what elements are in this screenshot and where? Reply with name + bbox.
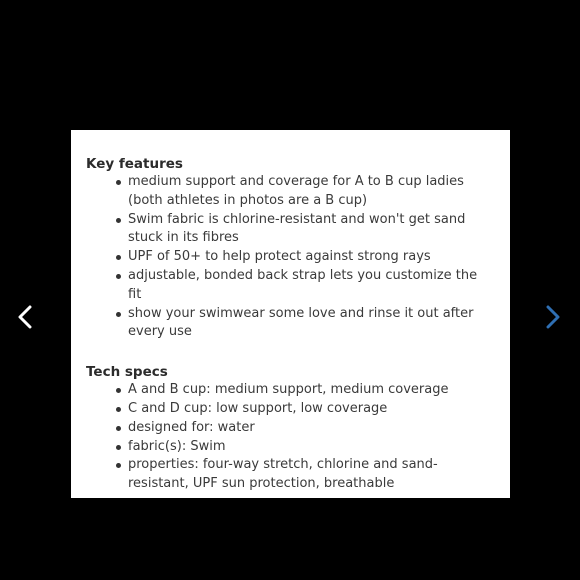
list-item — [116, 438, 494, 457]
previous-image-button[interactable] — [10, 300, 40, 334]
list-item — [116, 305, 494, 343]
tech-specs-list — [86, 381, 494, 494]
list-item — [116, 456, 494, 494]
list-item — [116, 267, 494, 305]
key-features-list — [86, 173, 494, 342]
list-item — [116, 248, 494, 267]
bullet-icon — [116, 255, 121, 260]
bullet-icon — [116, 388, 121, 393]
list-item-text: show your swimwear some love and rinse it out after every use — [128, 305, 474, 340]
list-item — [116, 173, 494, 211]
list-item-text: adjustable, bonded back strap lets you customize the fit — [128, 267, 478, 302]
product-details-card — [71, 130, 510, 498]
list-item-text: medium support and coverage for A to B cup ladies (both athletes in photos are a B cup) — [128, 174, 464, 208]
list-item-text: properties: four-way stretch, chlorine and sand-resistant, UPF sun protection, breathable — [128, 457, 438, 492]
bullet-icon — [116, 312, 121, 317]
list-item-text: fabric(s): Swim — [128, 438, 226, 454]
list-item-text: C and D cup: low support, low coverage — [128, 400, 388, 416]
list-item-text: UPF of 50+ to help protect against strong rays — [128, 249, 431, 265]
bullet-icon — [116, 180, 121, 185]
chevron-right-icon — [545, 305, 561, 329]
chevron-left-icon — [17, 305, 33, 329]
bullet-icon — [116, 463, 121, 468]
bullet-icon — [116, 218, 121, 223]
key-features-heading: Key features — [86, 156, 183, 172]
list-item — [116, 381, 494, 400]
bullet-icon — [116, 407, 121, 412]
list-item-text: A and B cup: medium support, medium coverage — [128, 382, 449, 398]
bullet-icon — [116, 426, 121, 431]
list-item — [116, 400, 494, 419]
bullet-icon — [116, 445, 121, 450]
list-item — [116, 211, 494, 249]
next-image-button[interactable] — [538, 300, 568, 334]
bullet-icon — [116, 274, 121, 279]
list-item-text: Swim fabric is chlorine-resistant and won't get sand stuck in its fibres — [128, 211, 466, 246]
tech-specs-heading: Tech specs — [86, 364, 168, 381]
list-item — [116, 419, 494, 438]
list-item-text: designed for: water — [128, 419, 255, 435]
